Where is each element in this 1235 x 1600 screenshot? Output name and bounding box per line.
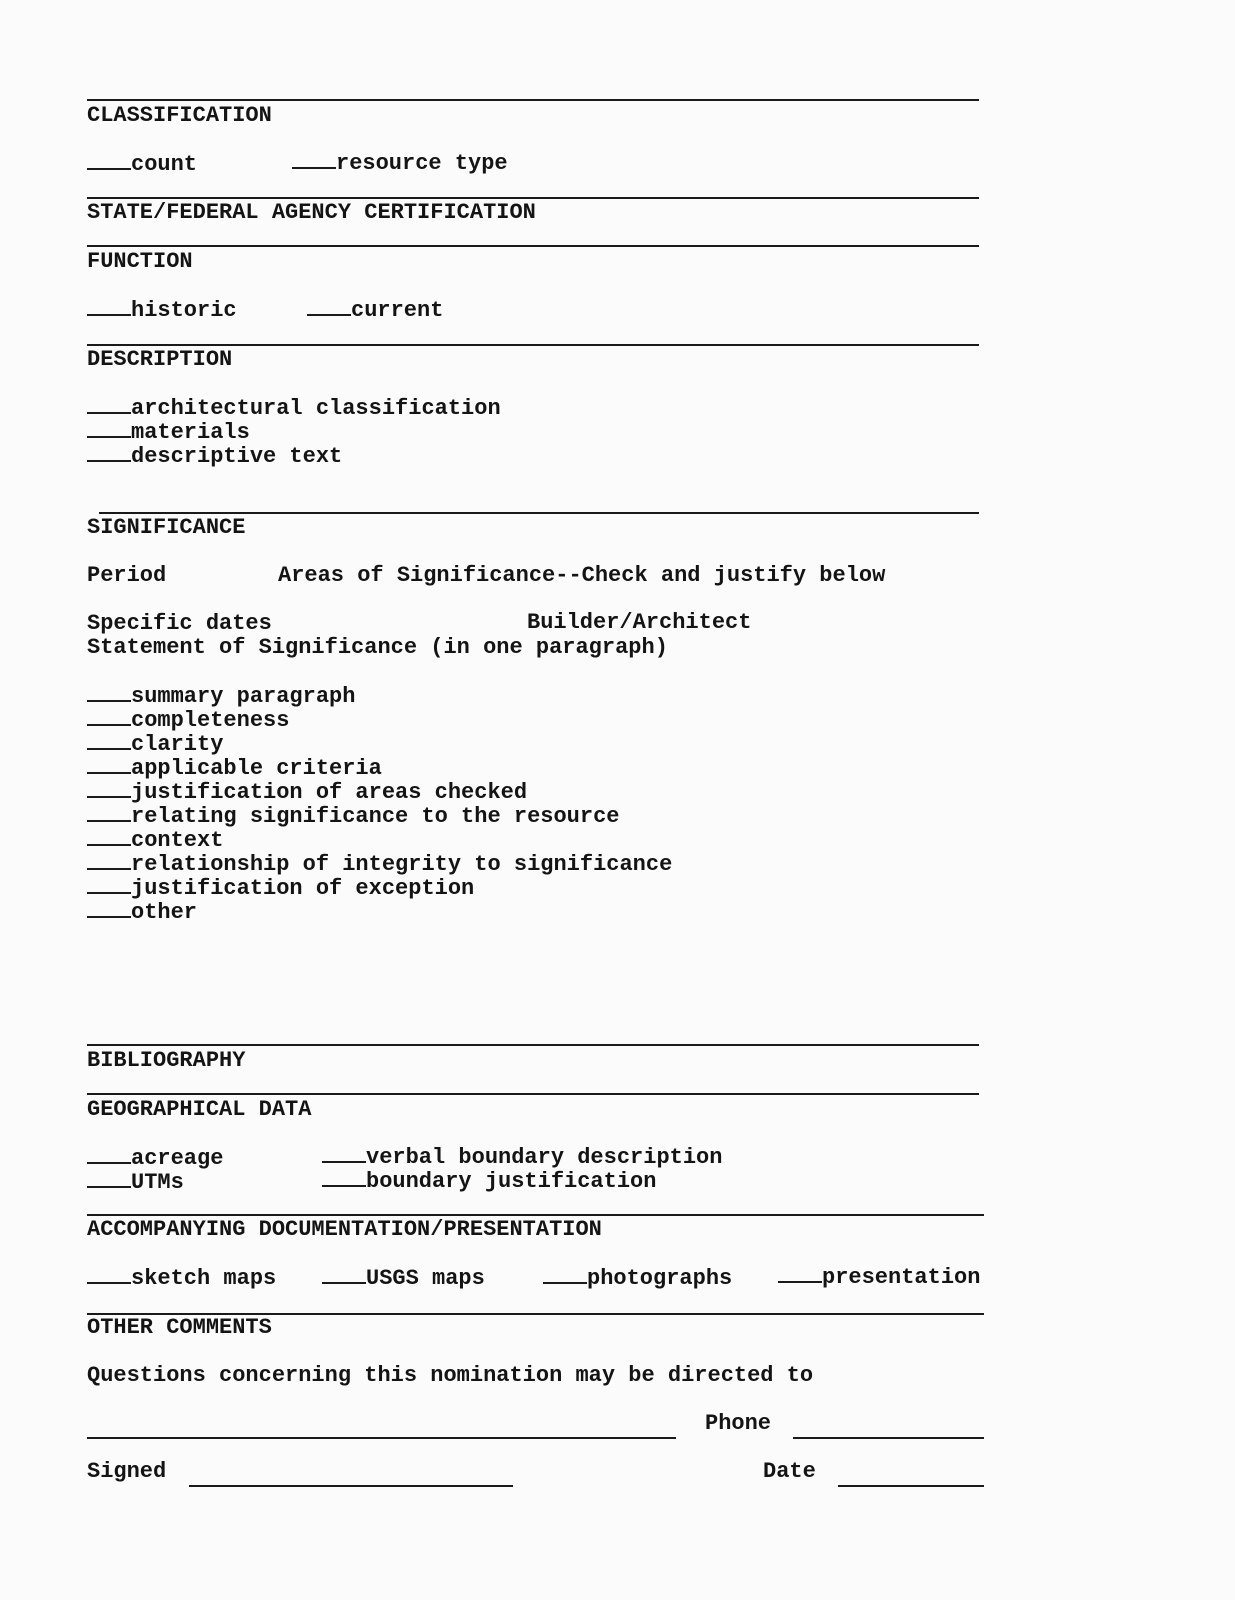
date-line[interactable] <box>838 1485 984 1487</box>
signed-label: Signed <box>87 1459 167 1484</box>
period-label: Period <box>87 563 167 588</box>
check-blank[interactable] <box>87 852 131 870</box>
check-blank[interactable] <box>292 151 336 169</box>
check-blank[interactable] <box>322 1266 366 1284</box>
areas-label: Areas of Significance--Check and justify below <box>278 563 886 588</box>
check-blank[interactable] <box>87 804 131 822</box>
checkbox-relationship-integrity[interactable]: relationship of integrity to significance <box>87 852 672 877</box>
checkbox-acreage[interactable]: acreage <box>87 1146 223 1171</box>
function-heading: FUNCTION <box>87 249 193 274</box>
check-blank[interactable] <box>87 828 131 846</box>
checkbox-architectural-classification[interactable]: architectural classification <box>87 396 501 421</box>
check-blank[interactable] <box>322 1169 366 1187</box>
divider <box>87 1093 979 1095</box>
checkbox-historic[interactable]: historic <box>87 298 237 323</box>
signature-line[interactable] <box>189 1485 513 1487</box>
phone-label: Phone <box>705 1411 772 1436</box>
checkbox-clarity[interactable]: clarity <box>87 732 223 757</box>
checkbox-justification-areas[interactable]: justification of areas checked <box>87 780 527 805</box>
check-blank[interactable] <box>87 396 131 414</box>
checkbox-applicable-criteria[interactable]: applicable criteria <box>87 756 382 781</box>
checkbox-completeness[interactable]: completeness <box>87 708 289 733</box>
check-blank[interactable] <box>322 1145 366 1163</box>
specific-dates-label: Specific dates <box>87 611 272 636</box>
check-blank[interactable] <box>87 876 131 894</box>
bibliography-heading: BIBLIOGRAPHY <box>87 1048 246 1073</box>
classification-heading: CLASSIFICATION <box>87 103 272 128</box>
documentation-heading: ACCOMPANYING DOCUMENTATION/PRESENTATION <box>87 1217 602 1242</box>
check-blank[interactable] <box>87 684 131 702</box>
checkbox-photographs[interactable]: photographs <box>543 1266 732 1291</box>
check-blank[interactable] <box>778 1265 822 1283</box>
divider <box>87 1214 984 1216</box>
contact-name-line[interactable] <box>87 1437 676 1439</box>
divider <box>87 344 979 346</box>
check-blank[interactable] <box>87 1266 131 1284</box>
checkbox-usgs-maps[interactable]: USGS maps <box>322 1266 485 1291</box>
checkbox-presentation[interactable]: presentation <box>778 1265 980 1290</box>
checkbox-justification-exception[interactable]: justification of exception <box>87 876 474 901</box>
checkbox-resource-type[interactable]: resource type <box>292 151 508 176</box>
check-blank[interactable] <box>87 900 131 918</box>
checkbox-context[interactable]: context <box>87 828 223 853</box>
check-blank[interactable] <box>87 152 131 170</box>
checkbox-materials[interactable]: materials <box>87 420 250 445</box>
builder-architect-label: Builder/Architect <box>527 610 752 635</box>
divider <box>87 197 979 199</box>
divider <box>87 1044 979 1046</box>
checkbox-sketch-maps[interactable]: sketch maps <box>87 1266 276 1291</box>
certification-heading: STATE/FEDERAL AGENCY CERTIFICATION <box>87 200 536 225</box>
check-blank[interactable] <box>87 780 131 798</box>
statement-label: Statement of Significance (in one paragraph) <box>87 635 668 660</box>
date-label: Date <box>763 1459 816 1484</box>
checkbox-count[interactable]: count <box>87 152 197 177</box>
check-blank[interactable] <box>87 732 131 750</box>
checkbox-other[interactable]: other <box>87 900 197 925</box>
phone-line[interactable] <box>793 1437 984 1439</box>
divider <box>99 512 979 514</box>
geographical-heading: GEOGRAPHICAL DATA <box>87 1097 312 1122</box>
significance-heading: SIGNIFICANCE <box>87 515 246 540</box>
check-blank[interactable] <box>87 1146 131 1164</box>
check-blank[interactable] <box>543 1266 587 1284</box>
checkbox-verbal-boundary[interactable]: verbal boundary description <box>322 1145 722 1170</box>
check-blank[interactable] <box>87 420 131 438</box>
checkbox-current[interactable]: current <box>307 298 443 323</box>
other-comments-heading: OTHER COMMENTS <box>87 1315 272 1340</box>
checkbox-descriptive-text[interactable]: descriptive text <box>87 444 342 469</box>
check-blank[interactable] <box>87 1170 131 1188</box>
questions-text: Questions concerning this nomination may be directed to <box>87 1363 814 1388</box>
check-blank[interactable] <box>87 708 131 726</box>
description-heading: DESCRIPTION <box>87 347 233 372</box>
checkbox-boundary-justification[interactable]: boundary justification <box>322 1169 656 1194</box>
check-blank[interactable] <box>307 298 351 316</box>
check-blank[interactable] <box>87 298 131 316</box>
divider <box>87 99 979 101</box>
checkbox-summary-paragraph[interactable]: summary paragraph <box>87 684 355 709</box>
divider <box>87 245 979 247</box>
checkbox-utms[interactable]: UTMs <box>87 1170 184 1195</box>
check-blank[interactable] <box>87 444 131 462</box>
checkbox-relating-significance[interactable]: relating significance to the resource <box>87 804 619 829</box>
check-blank[interactable] <box>87 756 131 774</box>
